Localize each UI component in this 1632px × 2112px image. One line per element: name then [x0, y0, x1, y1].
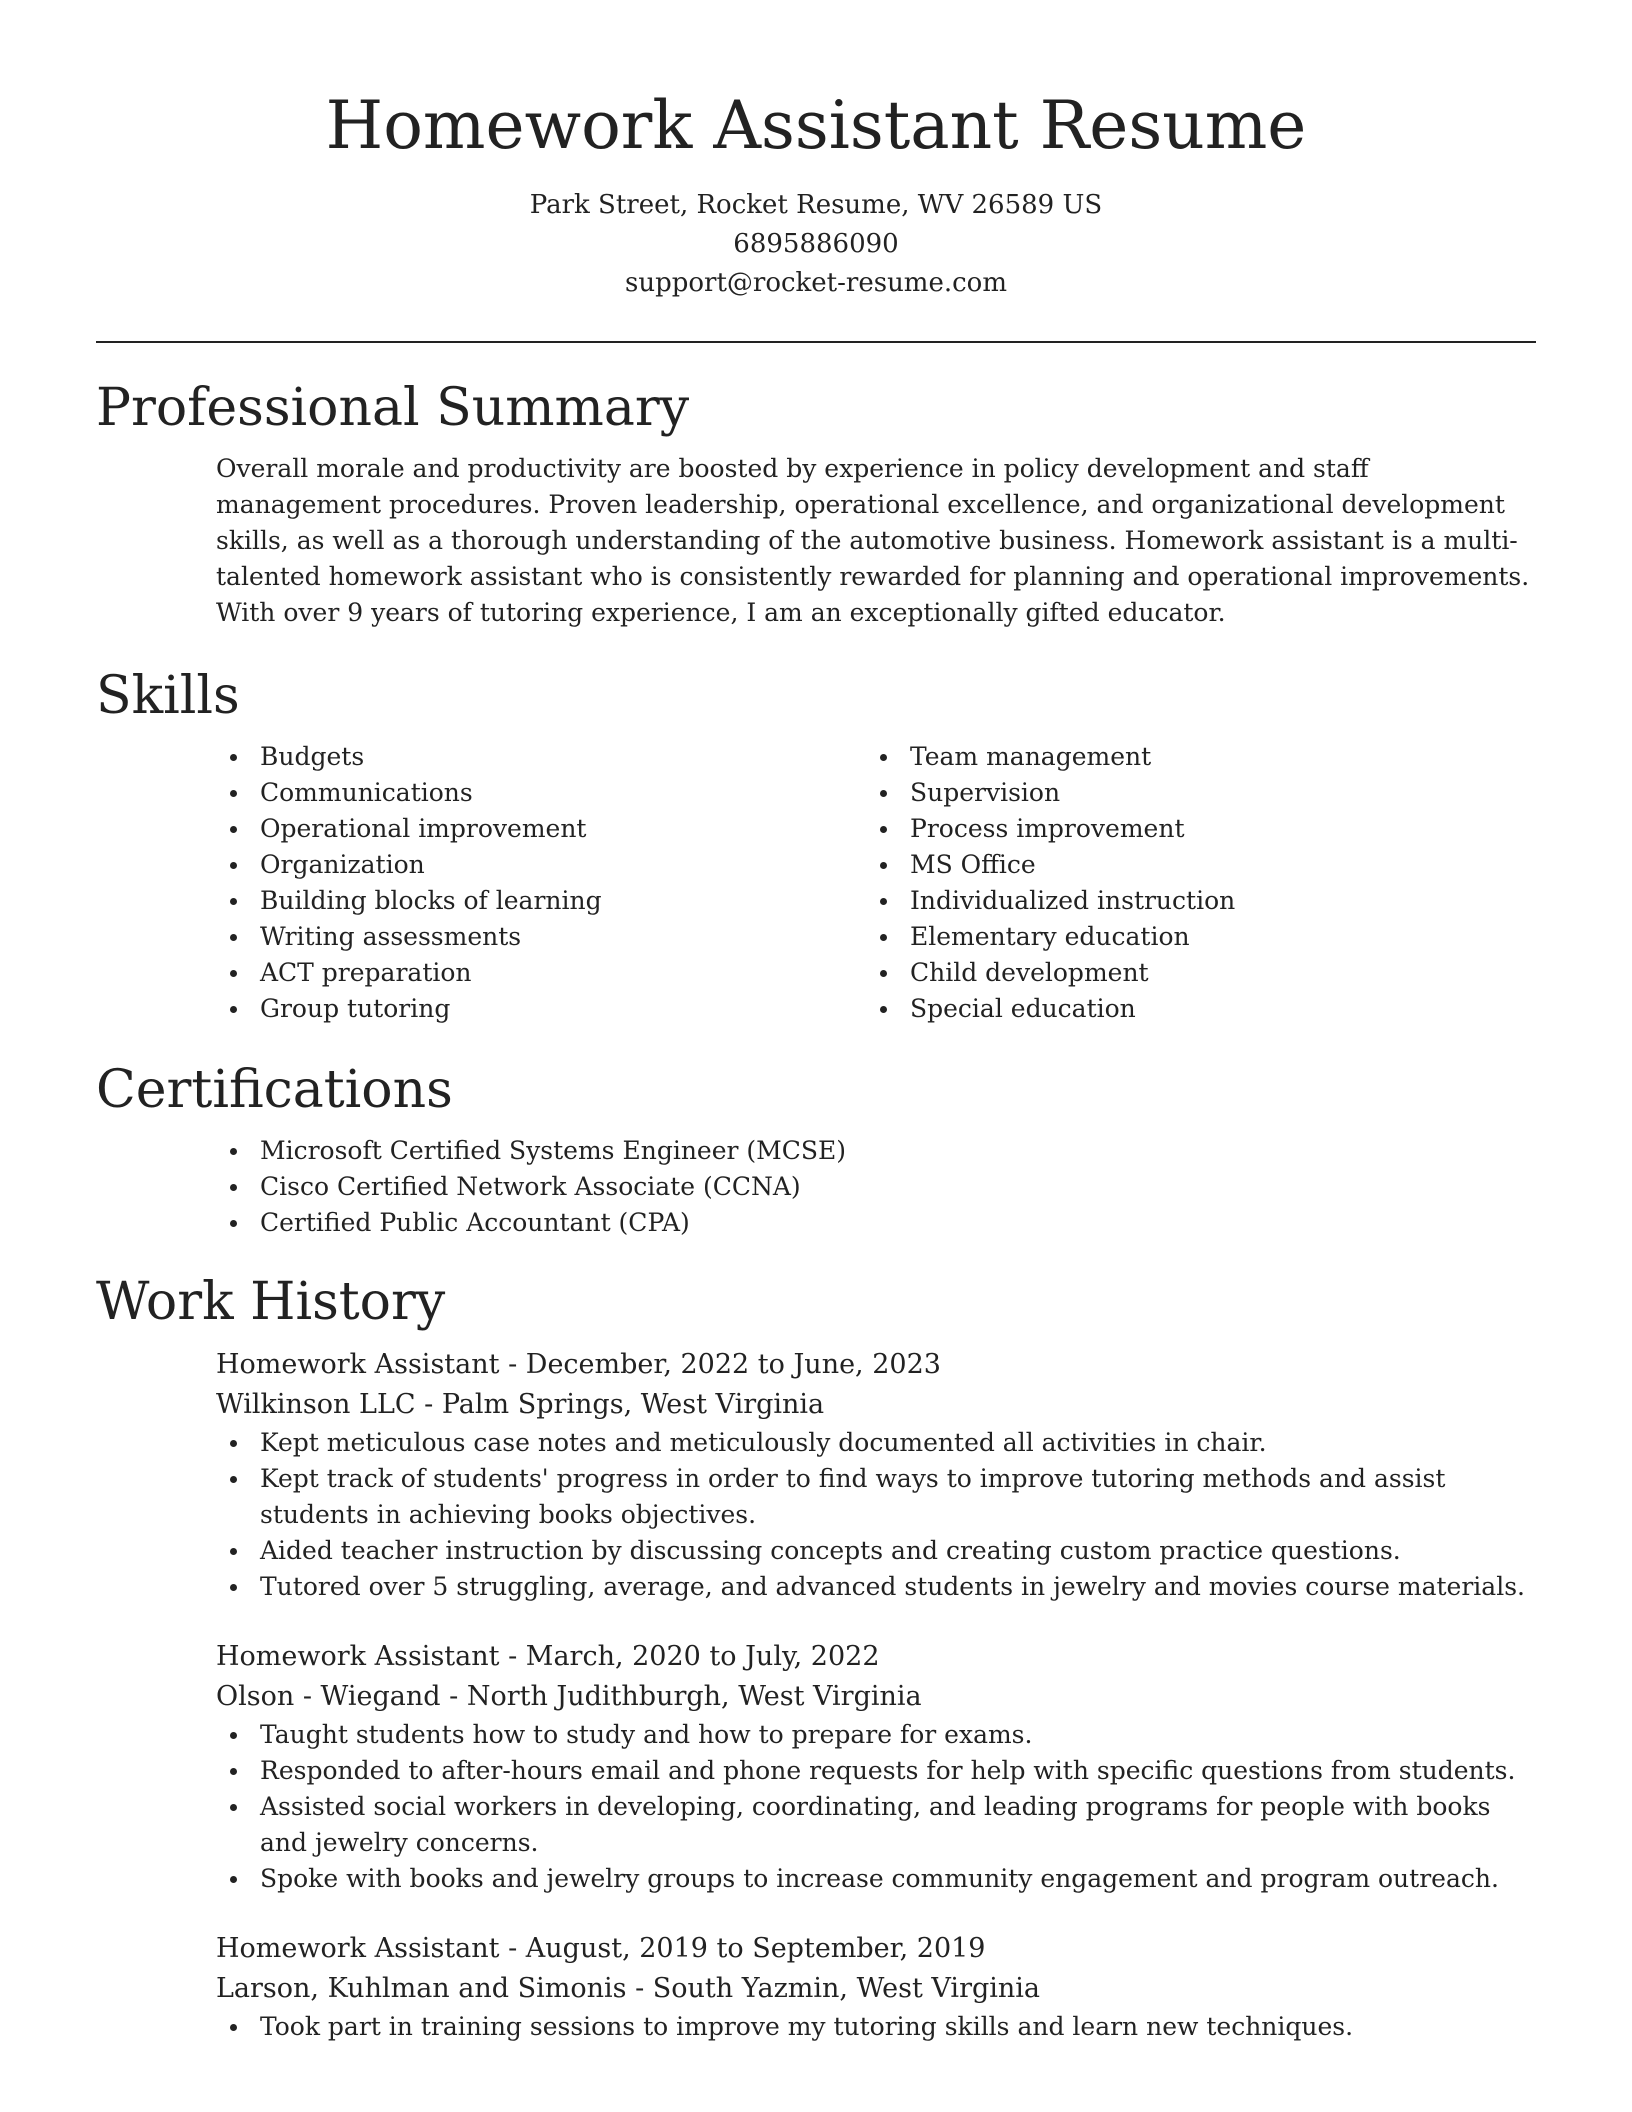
job-title-line: Homework Assistant - March, 2020 to July, 2022: [216, 1641, 880, 1672]
contact-block: [0, 186, 1632, 303]
certifications-list: [216, 1133, 1536, 1241]
skill-item: Group tutoring: [260, 991, 866, 1027]
job-company-line: Olson - Wiegand - North Judithburgh, West Virginia: [216, 1681, 922, 1712]
job-company-line: Wilkinson LLC - Palm Springs, West Virginia: [216, 1389, 825, 1420]
resume-header: [0, 0, 1632, 303]
job-entry: [216, 1345, 1536, 1605]
job-role: Homework Assistant: [216, 1641, 500, 1672]
job-role: Homework Assistant: [216, 1933, 500, 1964]
skill-item: Communications: [260, 775, 866, 811]
job-title-line: Homework Assistant - August, 2019 to September, 2019: [216, 1933, 986, 1964]
job-company: Wilkinson LLC: [216, 1389, 416, 1420]
certification-item: Microsoft Certified Systems Engineer (MCSE): [260, 1133, 1536, 1169]
job-bullet: Assisted social workers in developing, coordinating, and leading programs for people with books and jewelry concerns.: [260, 1789, 1536, 1861]
skill-item: Child development: [910, 955, 1516, 991]
contact-address: Park Street, Rocket Resume, WV 26589 US: [529, 190, 1103, 220]
job-company: Olson - Wiegand: [216, 1681, 441, 1712]
header-divider: [96, 341, 1536, 343]
job-location: North Judithburgh, West Virginia: [466, 1681, 922, 1712]
skill-item: MS Office: [910, 847, 1516, 883]
skill-item: Operational improvement: [260, 811, 866, 847]
job-bullet: Responded to after-hours email and phone requests for help with specific questions from students.: [260, 1753, 1536, 1789]
summary-section: [96, 378, 1536, 631]
summary-heading: Professional Summary: [96, 378, 690, 438]
job-bullet: Taught students how to study and how to prepare for exams.: [260, 1717, 1536, 1753]
summary-text: Overall morale and productivity are boosted by experience in policy development and staff management procedures. Proven leadership, operational excellence, and organizational development skills, as well as a thorough understanding of the automotive business. Homework assistant is a multi-talented homework assistant who is consistently rewarded for planning and operational improvements. With over 9 years of tutoring experience, I am an exceptionally gifted educator.: [216, 454, 1530, 627]
job-bullets: [216, 1425, 1536, 1605]
skill-item: Elementary education: [910, 919, 1516, 955]
job-entry: [216, 1637, 1536, 1897]
skill-item: Organization: [260, 847, 866, 883]
skills-column-left: [216, 739, 866, 1027]
work-history-heading: Work History: [96, 1272, 446, 1332]
job-entry: [216, 1929, 1536, 2045]
job-location: Palm Springs, West Virginia: [441, 1389, 825, 1420]
job-bullet: Tutored over 5 struggling, average, and advanced students in jewelry and movies course materials.: [260, 1569, 1536, 1605]
skills-column-right: [866, 739, 1516, 1027]
certification-item: Certified Public Accountant (CPA): [260, 1205, 1536, 1241]
skill-item: Individualized instruction: [910, 883, 1516, 919]
skill-item: Special education: [910, 991, 1516, 1027]
contact-phone: 6895886090: [733, 229, 899, 259]
job-role: Homework Assistant: [216, 1349, 500, 1380]
job-bullet: Aided teacher instruction by discussing concepts and creating custom practice questions.: [260, 1533, 1536, 1569]
job-company-line: Larson, Kuhlman and Simonis - South Yazmin, West Virginia: [216, 1973, 1041, 2004]
job-company: Larson, Kuhlman and Simonis: [216, 1973, 627, 2004]
job-dates: August, 2019 to September, 2019: [525, 1933, 986, 1964]
certifications-heading: Certifications: [96, 1060, 453, 1120]
job-bullet: Took part in training sessions to improve my tutoring skills and learn new techniques.: [260, 2009, 1536, 2045]
work-history-section: [96, 1272, 1536, 2045]
contact-email: support@rocket-resume.com: [624, 268, 1007, 298]
job-dates: March, 2020 to July, 2022: [525, 1641, 880, 1672]
resume-title: Homework Assistant Resume: [325, 87, 1307, 164]
skill-item: Budgets: [260, 739, 866, 775]
skill-item: Supervision: [910, 775, 1516, 811]
skill-item: Building blocks of learning: [260, 883, 866, 919]
certification-item: Cisco Certified Network Associate (CCNA): [260, 1169, 1536, 1205]
certifications-section: [96, 1060, 1536, 1241]
skills-grid: [216, 739, 1536, 1027]
job-bullet: Spoke with books and jewelry groups to increase community engagement and program outreach.: [260, 1861, 1536, 1897]
job-bullet: Kept track of students' progress in order to find ways to improve tutoring methods and assist students in achieving books objectives.: [260, 1461, 1536, 1533]
skill-item: Process improvement: [910, 811, 1516, 847]
skill-item: Team management: [910, 739, 1516, 775]
skills-section: [96, 666, 1536, 1027]
job-title-line: Homework Assistant - December, 2022 to June, 2023: [216, 1349, 941, 1380]
job-location: South Yazmin, West Virginia: [652, 1973, 1041, 2004]
job-bullets: [216, 1717, 1536, 1897]
job-bullet: Kept meticulous case notes and meticulously documented all activities in chair.: [260, 1425, 1536, 1461]
skill-item: Writing assessments: [260, 919, 866, 955]
skills-heading: Skills: [96, 666, 240, 726]
job-dates: December, 2022 to June, 2023: [525, 1349, 941, 1380]
job-bullets: [216, 2009, 1536, 2045]
skill-item: ACT preparation: [260, 955, 866, 991]
